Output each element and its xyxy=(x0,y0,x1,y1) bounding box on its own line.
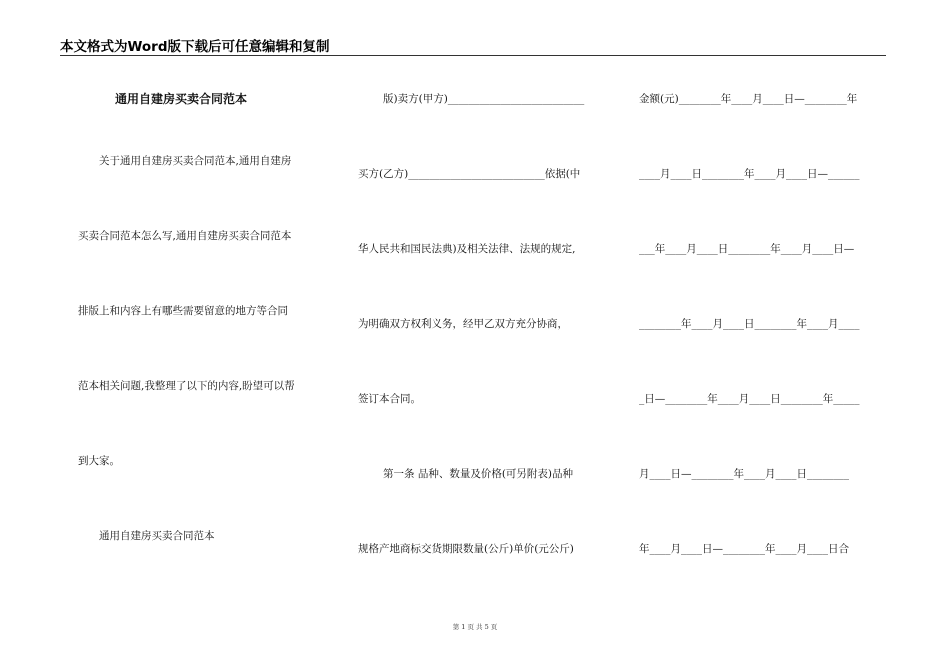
paragraph-line: ________年____月____日________年____月____ xyxy=(639,318,860,330)
paragraph-line: 年____月____日—________年____月____日合 xyxy=(639,543,849,555)
paragraph-line: 版)卖方(甲方)__________________________ xyxy=(383,93,585,105)
paragraph-line: 范本相关问题,我整理了以下的内容,盼望可以帮 xyxy=(78,380,295,392)
document-title: 通用自建房买卖合同范本 xyxy=(115,92,248,106)
paragraph-line: 排版上和内容上有哪些需要留意的地方等合同 xyxy=(78,305,288,317)
paragraph-line: ____月____日________年____月____日—______ xyxy=(639,168,860,180)
paragraph-line: 华人民共和国民法典)及相关法律、法规的规定, xyxy=(358,243,576,255)
paragraph-line: 买方(乙方)__________________________依据(中 xyxy=(358,168,581,180)
paragraph-line: 月____日—________年____月____日________ xyxy=(639,468,849,480)
section-heading: 通用自建房买卖合同范本 xyxy=(99,530,215,542)
paragraph-line: 关于通用自建房买卖合同范本,通用自建房 xyxy=(99,155,292,167)
page-header xyxy=(60,33,886,56)
paragraph-line: 到大家。 xyxy=(78,455,120,467)
paragraph-line: 规格产地商标交货期限数量(公斤)单价(元公斤) xyxy=(358,543,574,555)
paragraph-line: 金额(元)________年____月____日—________年 xyxy=(639,93,858,105)
paragraph-line: ___年____月____日________年____月____日— xyxy=(639,243,855,255)
page-footer: 第 1 页 共 5 页 xyxy=(452,623,498,631)
header-title: 本文格式为Word版下载后可任意编辑和复制 xyxy=(60,39,330,55)
paragraph-line: 买卖合同范本怎么写,通用自建房买卖合同范本 xyxy=(78,230,292,242)
paragraph-line: _日—________年____月____日________年_____ xyxy=(639,393,860,405)
paragraph-line: 签订本合同。 xyxy=(358,393,421,405)
paragraph-line: 为明确双方权利义务，经甲乙双方充分协商， xyxy=(358,318,568,330)
clause-heading: 第一条 品种、数量及价格(可另附表)品种 xyxy=(383,468,574,480)
